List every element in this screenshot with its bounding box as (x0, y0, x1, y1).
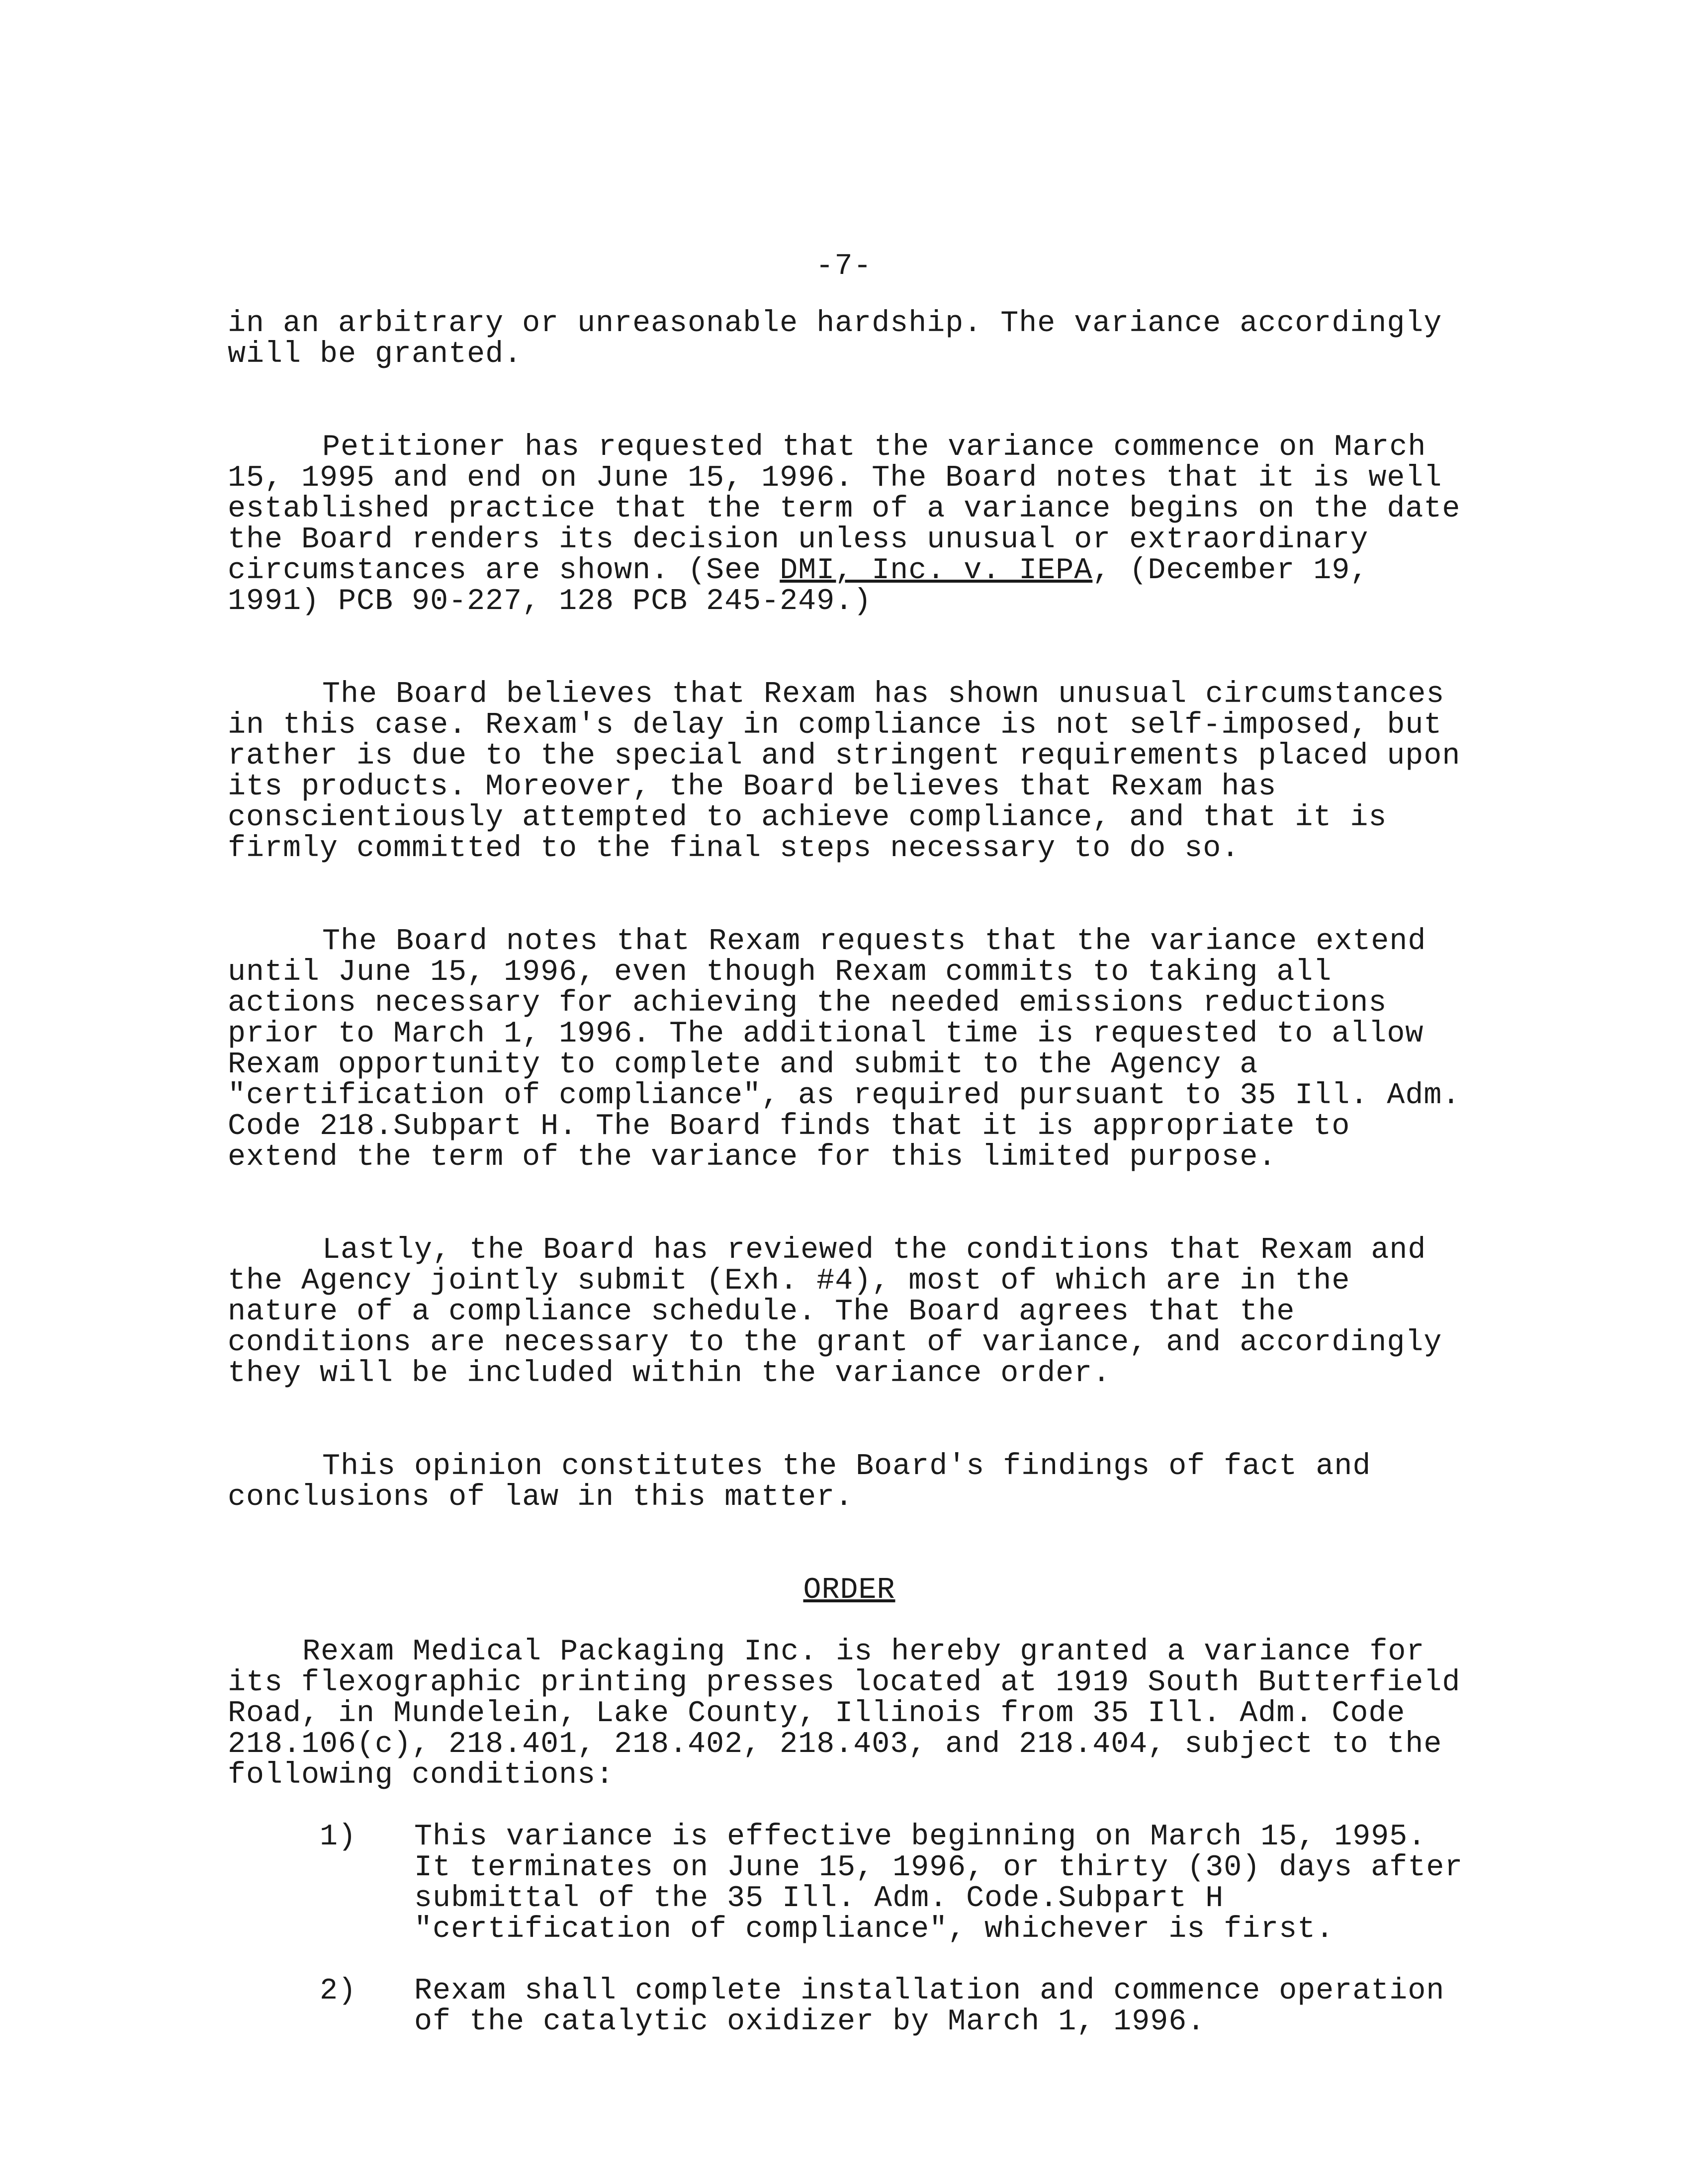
document-body (228, 308, 1471, 2068)
condition-number: 2) (320, 1974, 357, 2008)
paragraph-hardship-conclusion: in an arbitrary or unreasonable hardship. The variance accordingly will be granted. (228, 307, 1442, 371)
paragraph-unusual-circumstances: The Board believes that Rexam has shown unusual circumstances in this case. Rexam's delay in compliance is not self-imposed, but rather is due to the special and stringent requirements placed upon its products. Moreover, the Board believes that Rexam has conscientiously attempted to achieve compliance, and that it is firmly committed to the final steps necessary to do so. (228, 678, 1461, 866)
condition-number: 1) (320, 1820, 357, 1854)
paragraph-extension-request: The Board notes that Rexam requests that the variance extend until June 15, 1996, even though Rexam commits to taking all actions necessary for achieving the needed emissions reductions prior to March 1, 1996. The additional time is requested to allow Rexam opportunity to complete and submit to the Agency a "certification of compliance", as required pursuant to 35 Ill. Adm. Code 218.Subpart H. The Board finds that it is appropriate to extend the term of the variance for this limited purpose. (228, 925, 1461, 1174)
order-condition-2 (228, 1976, 1471, 2037)
order-heading: ORDER (803, 1573, 895, 1607)
paragraph-variance-term-after: , (December 19, 1991) PCB 90-227, 128 PCB 245-249.) (228, 554, 1369, 618)
page-number: -7- (815, 250, 873, 283)
condition-text: Rexam shall complete installation and commence operation of the catalytic oxidizer by March 1, 1996. (414, 1974, 1445, 2039)
condition-text: This variance is effective beginning on March 15, 1995. It terminates on June 15, 1996, or thirty (30) days after submittal of the 35 Ill. Adm. Code.Subpart H "certification of compliance", whichever is first. (414, 1820, 1463, 1946)
paragraph-variance-term (228, 432, 1471, 617)
case-citation-name: DMI, Inc. v. IEPA (780, 554, 1093, 588)
paragraph-findings: This opinion constitutes the Board's findings of fact and conclusions of law in this matter. (228, 1450, 1371, 1514)
paragraph-conditions-review: Lastly, the Board has reviewed the conditions that Rexam and the Agency jointly submit (Exh. #4), most of which are in the nature of a compliance schedule. The Board agrees that the conditions are necessary to the grant of variance, and accordingly they will be included within the variance order. (228, 1233, 1442, 1391)
order-condition-1 (228, 1822, 1471, 1945)
paragraph-variance-term-before: Petitioner has requested that the variance commence on March 15, 1995 and end on June 15, 1996. The Board notes that it is well established practice that the term of a variance begins on the date the Board renders its decision unless unusual or extraordinary circumstances are shown. (See (228, 431, 1461, 588)
order-intro: Rexam Medical Packaging Inc. is hereby granted a variance for its flexographic printing presses located at 1919 South Butterfield Road, in Mundelein, Lake County, Illinois from 35 Ill. Adm. Code 218.106(c), 218.401, 218.402, 218.403, and 218.404, subject to the following conditions: (228, 1635, 1461, 1792)
